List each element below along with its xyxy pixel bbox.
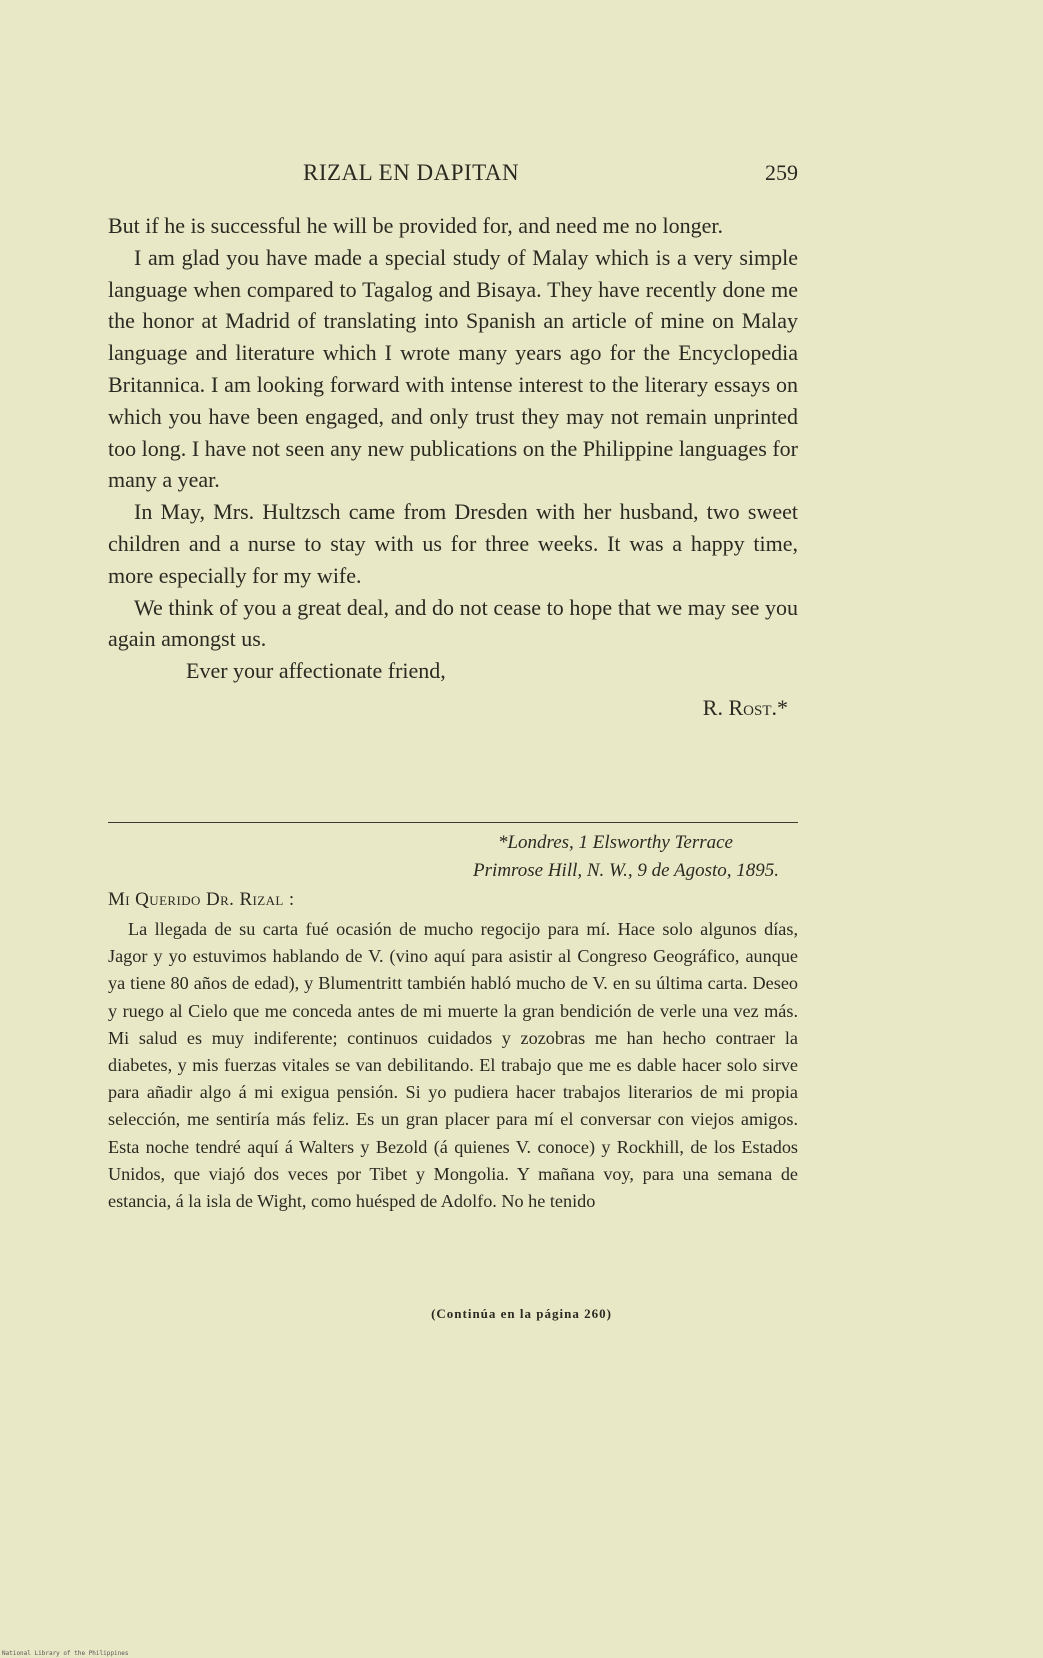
continuation-note: (Continúa en la página 260): [431, 1306, 612, 1321]
letter-closing: Ever your affectionate friend,: [186, 658, 446, 684]
signature-name: Rost: [728, 694, 772, 720]
footnote-address: [359, 829, 779, 885]
footnote-divider: [108, 822, 798, 823]
letter-paragraph: But if he is successful he will be provided for, and need me no longer.: [108, 213, 723, 238]
footnote-salutation: Mi Querido Dr. Rizal :: [108, 889, 295, 910]
letter-paragraph: I am glad you have made a special study of Malay which is a very simple language when compared to Tagalog and Bisaya. They have recently done me the honor at Madrid of translating into Spanish an article of mine on Malay language and literature which I wrote many years ago for the Encyclopedia Britannica. I am looking forward with intense interest to the literary essays on which you have been engaged, and only trust they may not remain unprinted too long. I have not seen any new publications on the Philippine languages for many a year.: [108, 244, 798, 493]
footnote-mark: .*: [771, 694, 788, 720]
page-number: 259: [765, 160, 798, 185]
address-line: Primrose Hill, N. W., 9 de Agosto, 1895.: [473, 860, 779, 881]
letter-signature: [108, 692, 798, 724]
library-watermark: National Library of the Philippines: [2, 1650, 129, 1657]
page-header: [108, 160, 798, 190]
letter-paragraph: In May, Mrs. Hultzsch came from Dresden with her husband, two sweet children and a nurse to stay with us for three weeks. It was a happy time, more especially for my wife.: [108, 499, 798, 588]
spanish-translation: La llegada de su carta fué ocasión de mucho regocijo para mí. Hace solo algunos días, Jagor y yo estuvimos hablando de V. (vino aquí para asistir al Congreso Geográfico, aunque ya tiene 80 años de edad), y Blumentritt también habló mucho de V. en su última carta. Deseo y ruego al Cielo que me conceda antes de mi muerte la gran bendición de verle una vez más. Mi salud es muy indiferente; continuos cuidados y zozobras me han hecho contraer la diabetes, y mis fuerzas vitales se van debilitando. El trabajo que me es dable hacer solo sirve para añadir algo á mi exigua pensión. Si yo pudiera hacer trabajos literarios de mi propia selección, me sentiría más feliz. Es un gran placer para mí el conversar con viejos amigos. Esta noche tendré aquí á Walters y Bezold (á quienes V. conoce) y Rockhill, de los Estados Unidos, que viajó dos veces por Tibet y Mongolia. Y mañana voy, para una semana de estancia, á la isla de Wight, como huésped de Adolfo. No he tenido: [108, 919, 798, 1212]
running-title: RIZAL EN DAPITAN: [303, 160, 520, 185]
address-line: *Londres, 1 Elsworthy Terrace: [497, 832, 733, 853]
letter-paragraph: We think of you a great deal, and do not cease to hope that we may see you again amongst us.: [108, 594, 798, 652]
english-letter: [108, 210, 798, 724]
signature-initial: R.: [702, 694, 729, 720]
